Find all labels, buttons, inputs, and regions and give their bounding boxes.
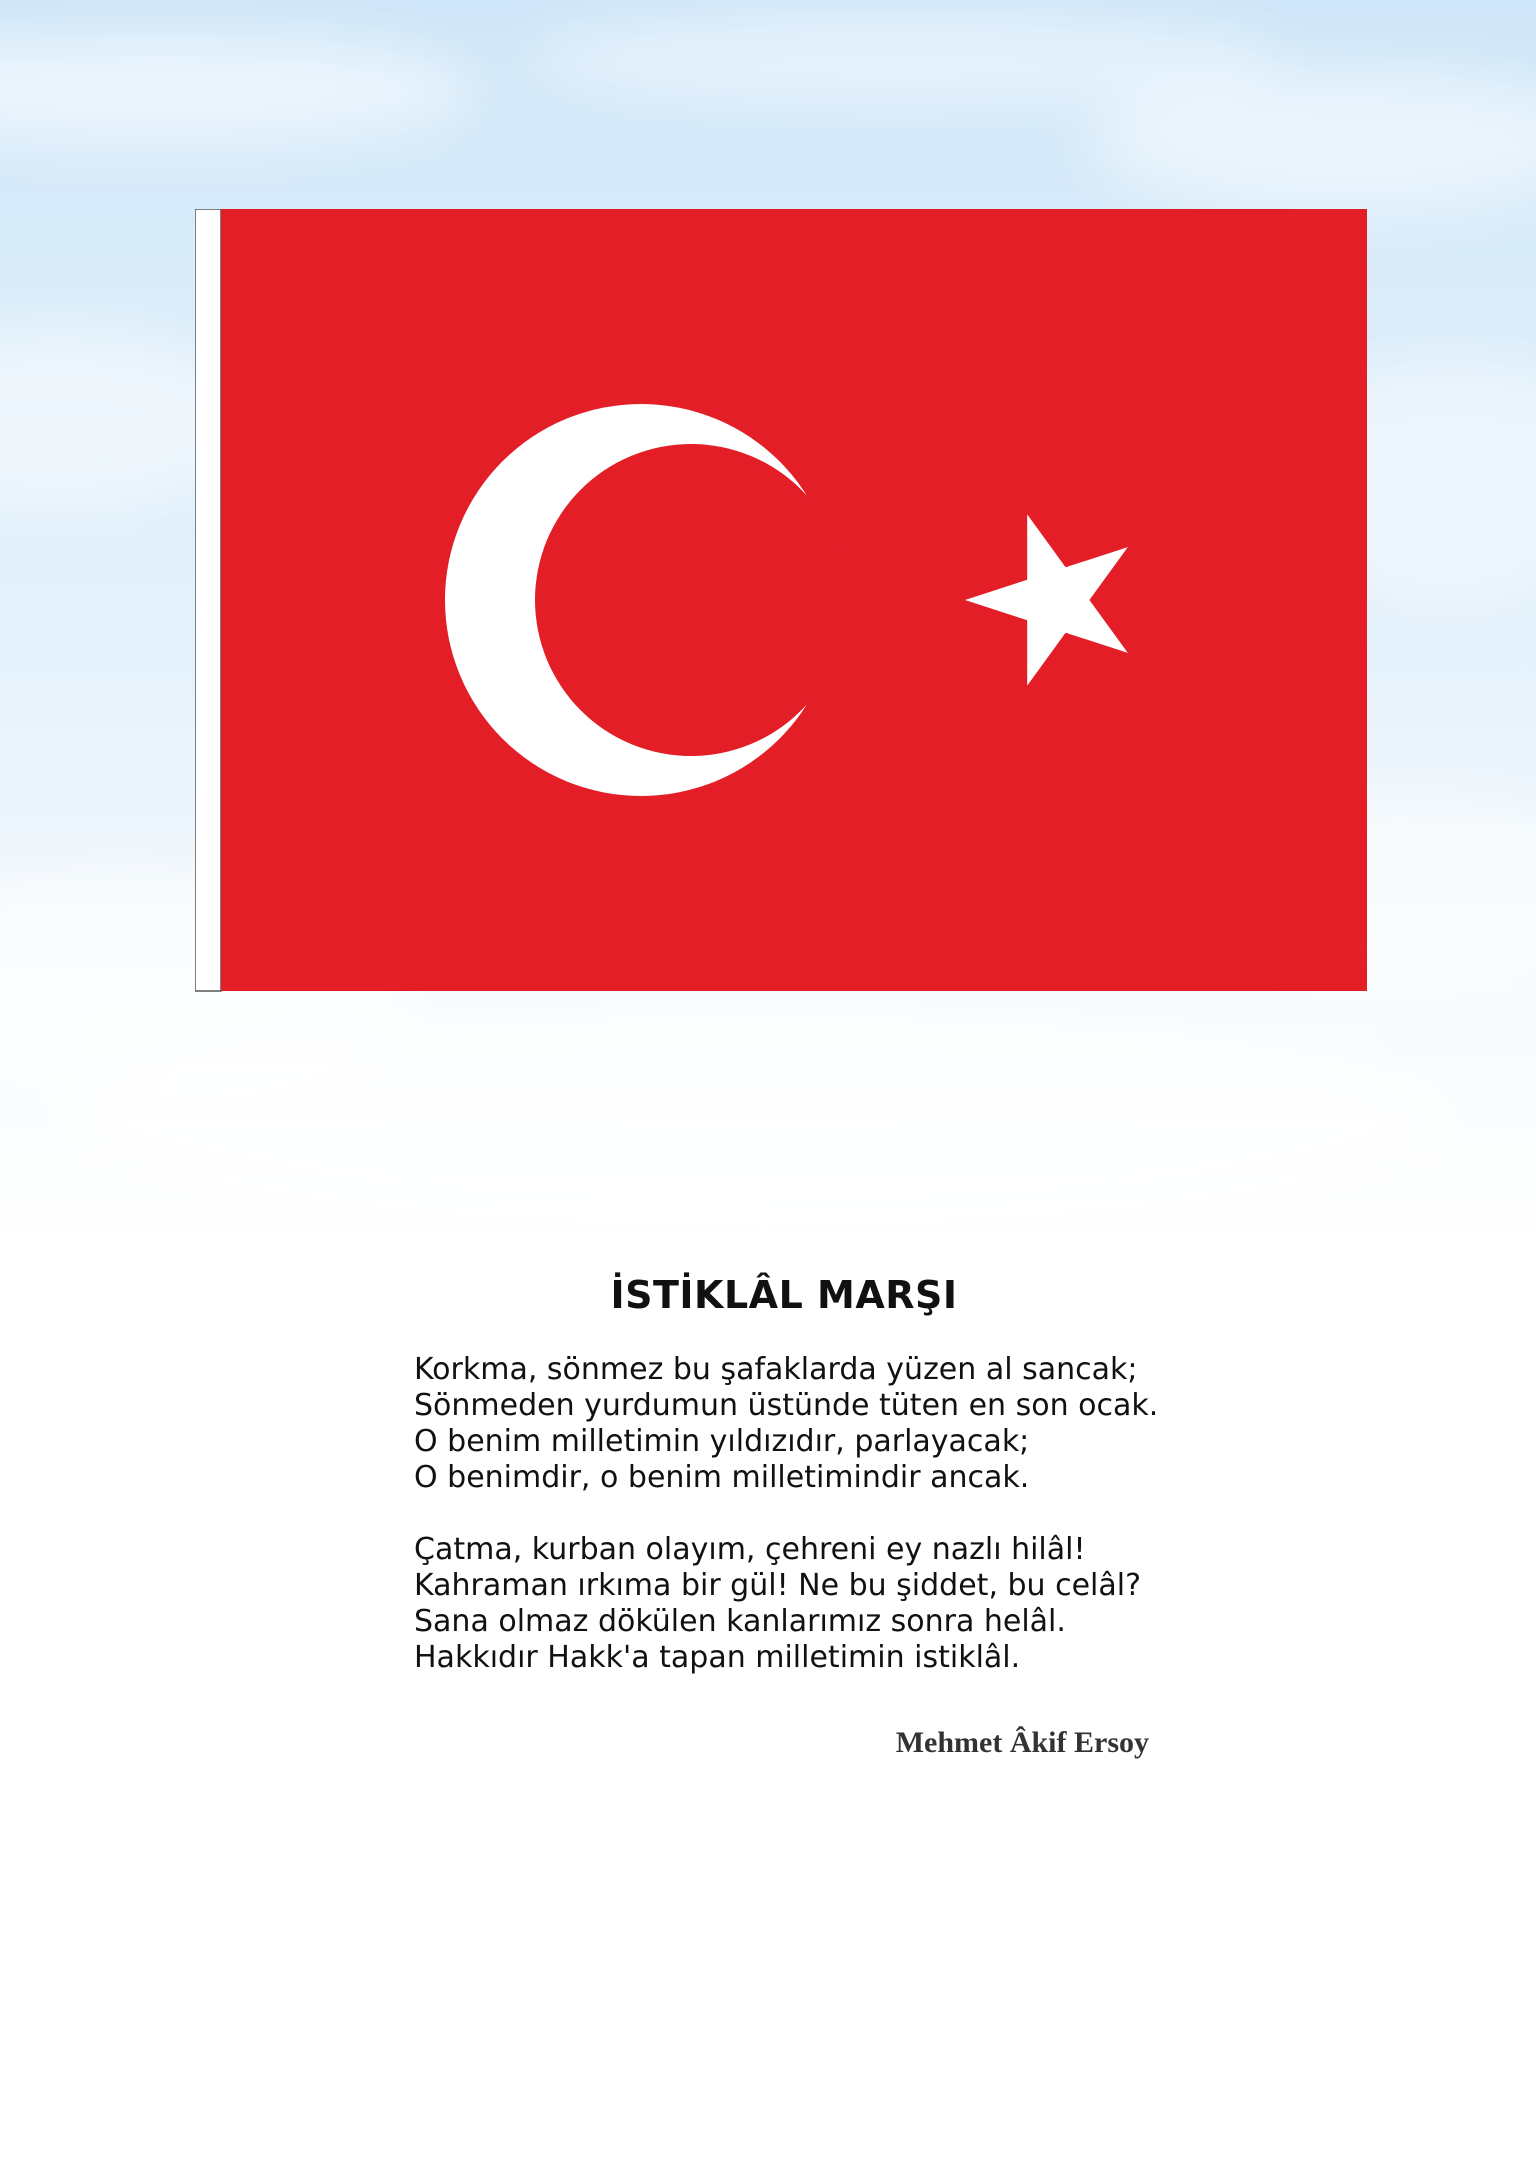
poem-line: O benimdir, o benim milletimindir ancak.	[414, 1460, 1030, 1495]
poem-line: Sönmeden yurdumun üstünde tüten en son ocak.	[414, 1388, 1159, 1423]
poem-line: Korkma, sönmez bu şafaklarda yüzen al sancak;	[414, 1352, 1138, 1387]
poem-line: Çatma, kurban olayım, çehreni ey nazlı hilâl!	[414, 1532, 1086, 1567]
crescent-inner-disc	[535, 444, 847, 756]
turkish-flag	[195, 209, 1367, 993]
poem-line: Hakkıdır Hakk'a tapan milletimin istiklâl.	[414, 1640, 1021, 1675]
poem-line: Sana olmaz dökülen kanlarımız sonra helâl.	[414, 1604, 1066, 1639]
poem	[414, 1270, 1174, 1759]
poem-stanza	[414, 1532, 1174, 1676]
poem-line: Kahraman ırkıma bir gül! Ne bu şiddet, bu celâl?	[414, 1568, 1142, 1603]
poem-line: O benim milletimin yıldızıdır, parlayacak;	[414, 1424, 1030, 1459]
poem-stanza	[414, 1352, 1174, 1496]
flag-pole	[195, 209, 221, 991]
poem-author: Mehmet Âkif Ersoy	[895, 1726, 1149, 1759]
poem-title: İSTİKLÂL MARŞI	[610, 1273, 958, 1317]
